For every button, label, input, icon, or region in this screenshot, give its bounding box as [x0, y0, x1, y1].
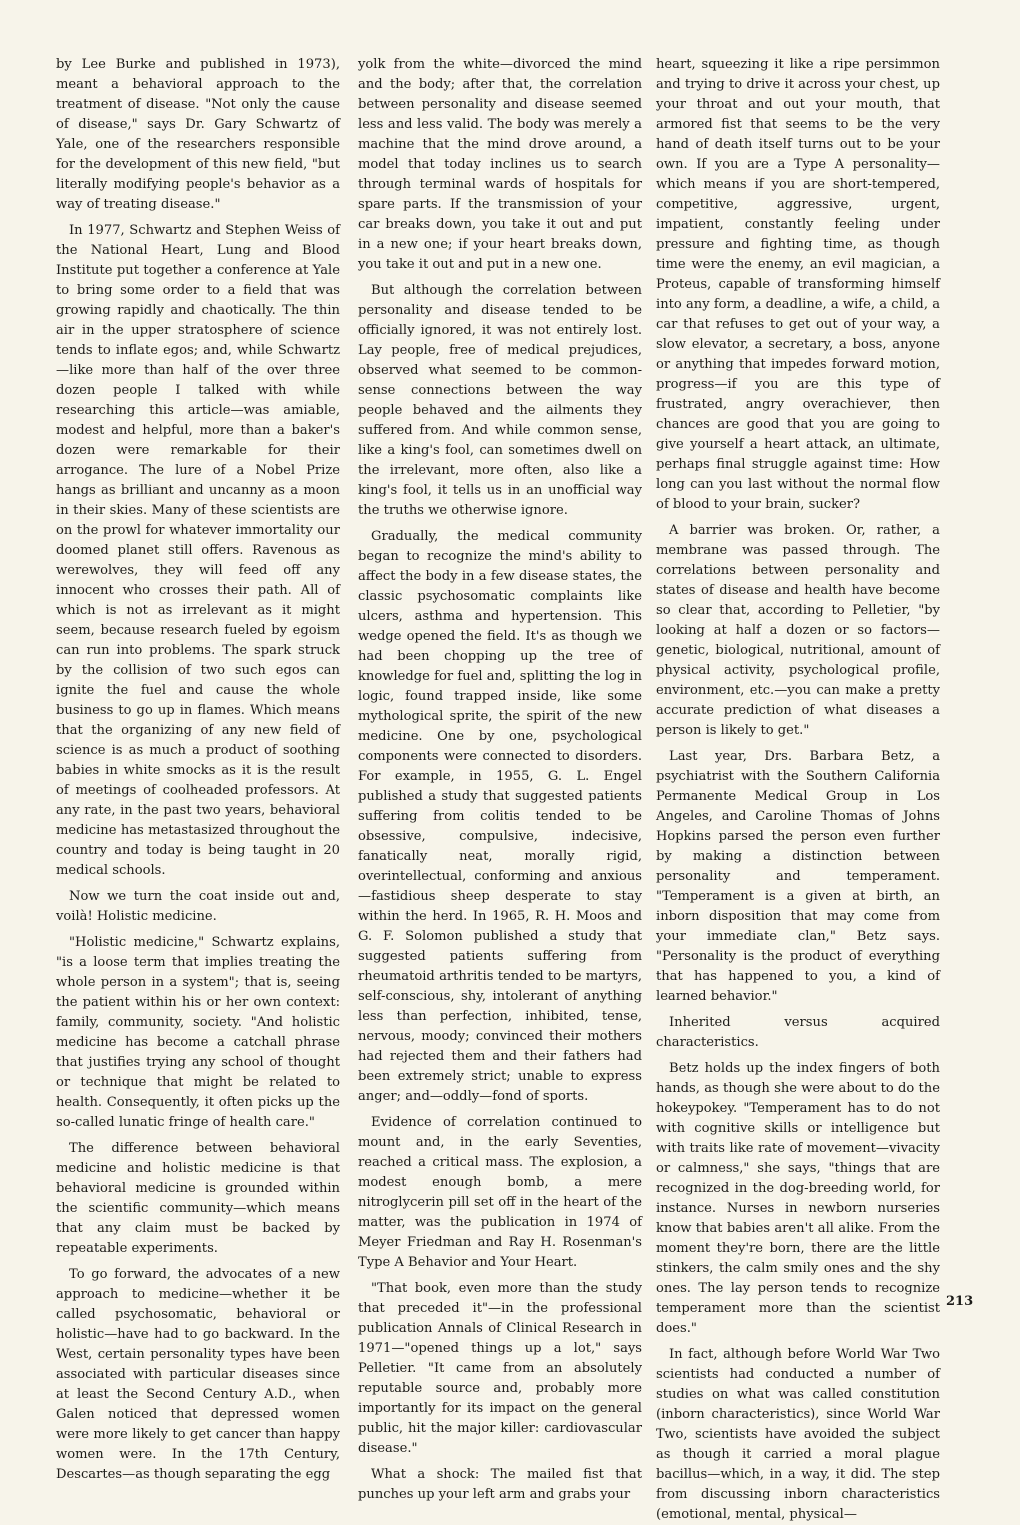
paragraph: To go forward, the advocates of a new approach to medicine—whether it be called psychosomatic, behavioral or holistic—have had to go backward. In the West, certain personality types have been associated with particular diseases since at least the Second Century A.D., when Galen noticed that depressed women were more likely to get cancer than happy women were. In the 17th Century, Descartes—as though separating the egg	[56, 1267, 340, 1482]
paragraph: Inherited versus acquired characteristics.	[656, 1015, 940, 1050]
paragraph: "That book, even more than the study that preceded it"—in the professional publication Annals of Clinical Research in 1971—"opened things up a lot," says Pelletier. "It came from an absolutely reputable source and, probably more importantly for its impact on the general public, hit the major killer: cardiovascular disease."	[358, 1281, 642, 1456]
paragraph: yolk from the white—divorced the mind and the body; after that, the correlation between personality and disease seemed less and less valid. The body was merely a machine that the mind drove around, a model that today inclines us to search through terminal wards of hospitals for spare parts. If the transmission of your car breaks down, you take it out and put in a new one; if your heart breaks down, you take it out and put in a new one.	[358, 57, 642, 272]
paragraph: Gradually, the medical community began to recognize the mind's ability to affect the body in a few disease states, the classic psychosomatic complaints like ulcers, asthma and hypertension. This wedge opened the field. It's as though we had been chopping up the tree of knowledge for fuel and, splitting the log in logic, found trapped inside, like some mythological sprite, the spirit of the new medicine. One by one, psychological components were connected to disorders. For example, in 1955, G. L. Engel published a study that suggested patients suffering from colitis tended to be obsessive, compulsive, indecisive, fanatically neat, morally rigid, overintellectual, conforming and anxious—fastidious sheep desperate to stay within the herd. In 1965, R. H. Moos and G. F. Solomon published a study that suggested patients suffering from rheumatoid arthritis tended to be martyrs, self-conscious, shy, intolerant of anything less than perfection, inhibited, tense, nervous, moody; convinced their mothers had rejected them and their fathers had been extremely strict; unable to express anger; and—oddly—fond of sports.	[358, 529, 642, 1104]
paragraph: by Lee Burke and published in 1973), meant a behavioral approach to the treatment of disease. "Not only the cause of disease," says Dr. Gary Schwartz of Yale, one of the researchers responsible for the development of this new field, "but literally modifying people's behavior as a way of treating disease."	[56, 57, 340, 212]
paragraph: Now we turn the coat inside out and, voilà! Holistic medicine.	[56, 889, 340, 924]
text-column-2	[358, 55, 642, 1505]
paragraph: Betz holds up the index fingers of both hands, as though she were about to do the hokeypokey. "Temperament has to do not with cognitive skills or intelligence but with traits like rate of movement—vivacity or calmness," she says, "things that are recognized in the dog-breeding world, for instance. Nurses in newborn nurseries know that babies aren't all alike. From the moment they're born, there are the little stinkers, the calm smily ones and the shy ones. The lay person tends to recognize temperament more than the scientist does."	[656, 1061, 940, 1336]
paragraph: Last year, Drs. Barbara Betz, a psychiatrist with the Southern California Permanente Medical Group in Los Angeles, and Caroline Thomas of Johns Hopkins parsed the person even further by making a distinction between personality and temperament. "Temperament is a given at birth, an inborn disposition that may come from your immediate clan," Betz says. "Personality is the product of everything that has happened to you, a kind of learned behavior."	[656, 749, 940, 1004]
paragraph: In 1977, Schwartz and Stephen Weiss of the National Heart, Lung and Blood Institute put together a conference at Yale to bring some order to a field that was growing rapidly and chaotically. The thin air in the upper stratosphere of science tends to inflate egos; and, while Schwartz—like more than half of the over three dozen people I talked with while researching this article—was amiable, modest and helpful, more than a baker's dozen were remarkable for their arrogance. The lure of a Nobel Prize hangs as brilliant and uncanny as a moon in their skies. Many of these scientists are on the prowl for whatever immortality our doomed planet still offers. Ravenous as werewolves, they will feed off any innocent who crosses their path. All of which is not as irrelevant as it might seem, because research fueled by egoism can run into problems. The spark struck by the collision of two such egos can ignite the fuel and cause the whole business to go up in flames. Which means that the organizing of any new field of science is as much a product of soothing babies in white smocks as it is the result of meetings of coolheaded professors. At any rate, in the past two years, behavioral medicine has metastasized throughout the country and today is being taught in 20 medical schools.	[56, 223, 340, 878]
paragraph: Evidence of correlation continued to mount and, in the early Seventies, reached a critical mass. The explosion, a modest enough bomb, a mere nitroglycerin pill set off in the heart of the matter, was the publication in 1974 of Meyer Friedman and Ray H. Rosenman's Type A Behavior and Your Heart.	[358, 1115, 642, 1270]
paragraph: The difference between behavioral medicine and holistic medicine is that behavioral medicine is grounded within the scientific community—which means that any claim must be backed by repeatable experiments.	[56, 1141, 340, 1256]
paragraph: In fact, although before World War Two scientists had conducted a number of studies on what was called constitution (inborn characteristics), since World War Two, scientists have avoided the subject as though it carried a moral plague bacillus—which, in a way, it did. The step from discussing inborn characteristics (emotional, mental, physical—	[656, 1347, 940, 1522]
text-column-3	[656, 55, 940, 1525]
text-column-1	[56, 55, 340, 1485]
paragraph: A barrier was broken. Or, rather, a membrane was passed through. The correlations between personality and states of disease and health have become so clear that, according to Pelletier, "by looking at half a dozen or so factors—genetic, biological, nutritional, amount of physical activity, psychological profile, environment, etc.—you can make a pretty accurate prediction of what diseases a person is likely to get."	[656, 523, 940, 738]
paragraph: heart, squeezing it like a ripe persimmon and trying to drive it across your chest, up your throat and out your mouth, that armored fist that seems to be the very hand of death itself turns out to be your own. If you are a Type A personality—which means if you are short-tempered, competitive, aggressive, urgent, impatient, constantly feeling under pressure and fighting time, as though time were the enemy, an evil magician, a Proteus, capable of transforming himself into any form, a deadline, a wife, a child, a car that refuses to get out of your way, a slow elevator, a secretary, a boss, anyone or anything that impedes forward motion, progress—if you are this type of frustrated, angry overachiever, then chances are good that you are going to give yourself a heart attack, an ultimate, perhaps final struggle against time: How long can you last without the normal flow of blood to your brain, sucker?	[656, 57, 940, 512]
paragraph: What a shock: The mailed fist that punches up your left arm and grabs your	[358, 1467, 642, 1502]
paragraph: "Holistic medicine," Schwartz explains, "is a loose term that implies treating the whole person in a system"; that is, seeing the patient within his or her own context: family, community, society. "And holistic medicine has become a catchall phrase that justifies trying any school of thought or technique that might be related to health. Consequently, it often picks up the so-called lunatic fringe of health care."	[56, 935, 340, 1130]
page-number: 213	[946, 1294, 974, 1309]
paragraph: But although the correlation between personality and disease tended to be officially ignored, it was not entirely lost. Lay people, free of medical prejudices, observed what seemed to be common-sense connections between the way people behaved and the ailments they suffered from. And while common sense, like a king's fool, can sometimes dwell on the irrelevant, more often, also like a king's fool, it tells us in an unofficial way the truths we otherwise ignore.	[358, 283, 642, 518]
